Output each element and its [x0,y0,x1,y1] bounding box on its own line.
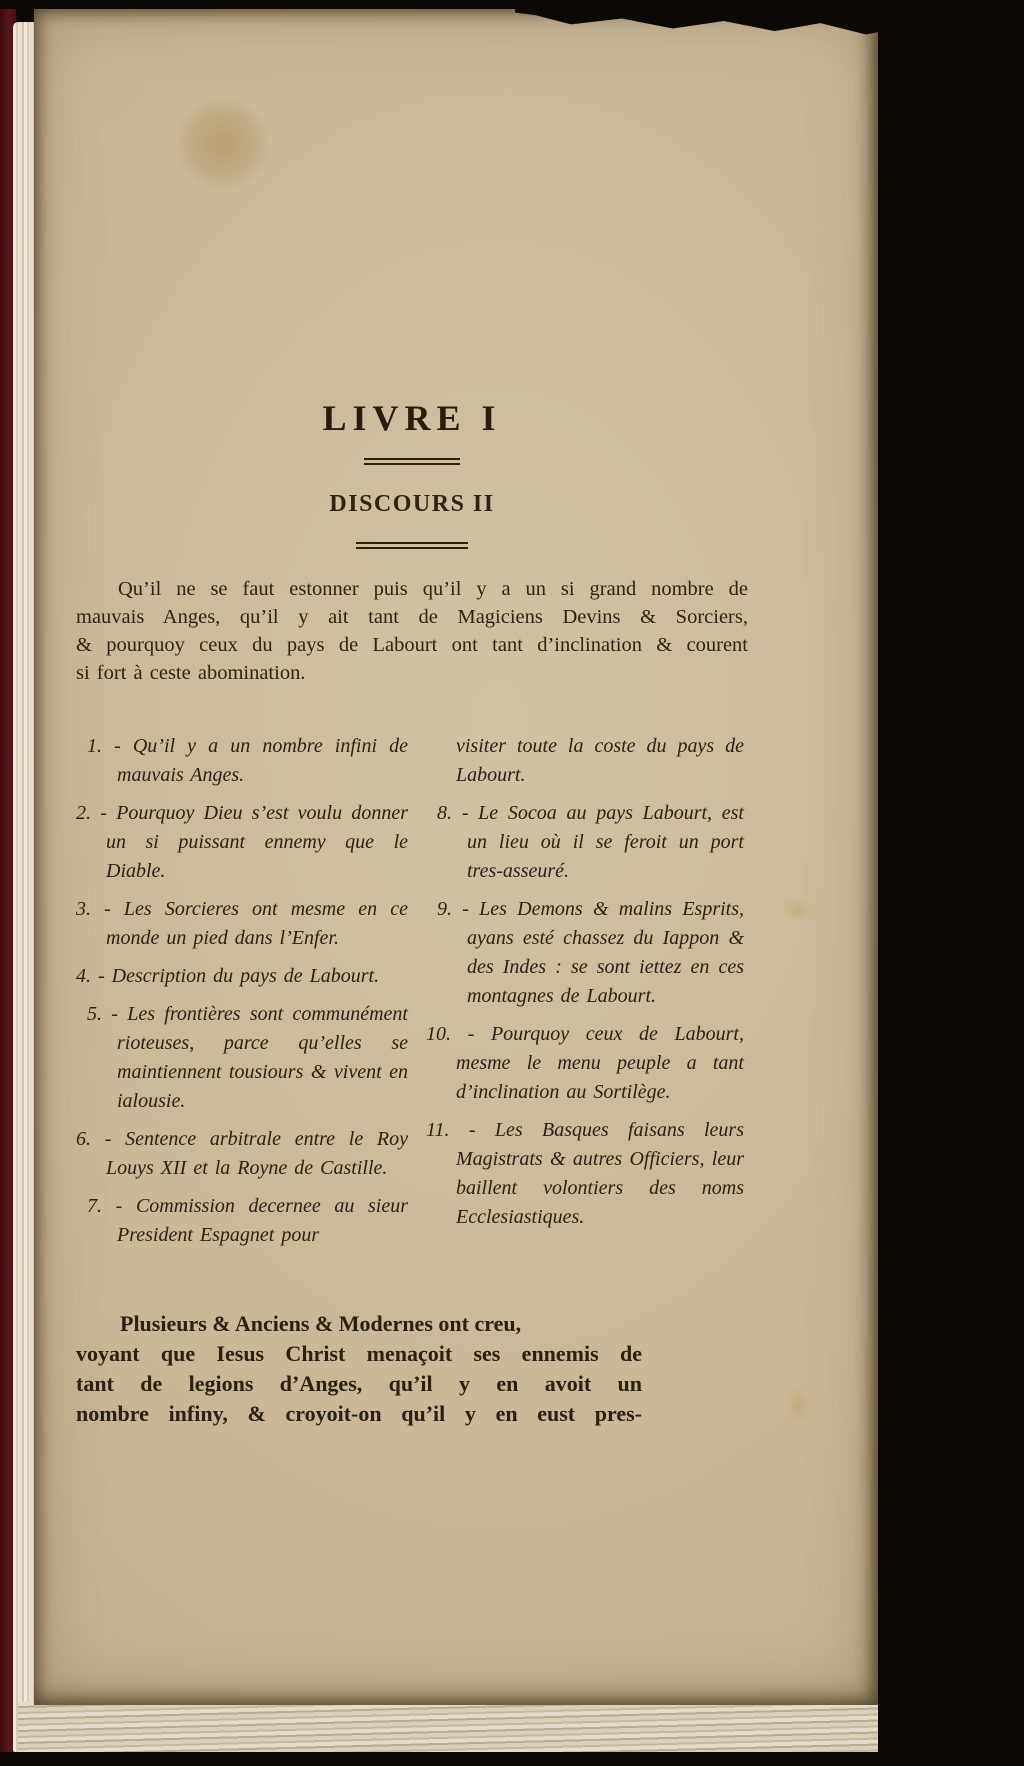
toc-item [87,1192,408,1250]
paper-stain [778,894,818,926]
toc-item-number: 4. - [76,965,112,987]
toc-item-text: Les Sorcieres ont mesme en ce monde un pied dans l’Enfer. [106,898,408,949]
table-of-contents [76,732,748,1259]
page-edges-bottom [18,1702,878,1754]
toc-item-text: Pourquoy Dieu s’est voulu donner un si puissant ennemy que le Diable. [106,802,408,882]
body-paragraph [76,1309,642,1429]
toc-item [87,1000,408,1116]
toc-item-text: Pourquoy ceux de Labourt, mesme le menu peuple a tant d’inclination au Sortilège. [456,1023,744,1103]
text-line: nombre infiny, & croyoit-on qu’il y en eust pres- [76,1401,642,1426]
toc-item [76,1125,408,1183]
toc-item-text: Description du pays de Labourt. [111,965,380,987]
toc-item-number: 8. - [437,802,479,824]
text-block [76,8,748,1429]
book-title: LIVRE I [322,398,502,438]
text-line: si fort à ceste abomination. [76,662,306,684]
toc-item [437,895,744,1011]
text-line: tant de legions d’Anges, qu’il y en avoit un [76,1371,642,1396]
text-line: & pourquoy ceux du pays de Labourt ont tant d’inclination & courent [76,634,748,656]
text-line: Plusieurs & Anciens & Modernes ont creu, [120,1311,522,1336]
book-page [34,8,878,1705]
toc-item [426,732,744,790]
toc-item-text: Les Demons & malins Esprits, ayans esté chassez du Iappon & des Indes : se sont iettez en ces montagnes de Labourt. [467,898,744,1007]
section-title: DISCOURS II [329,491,495,517]
toc-item-number: 5. - [87,1003,128,1025]
toc-item-number: 6. - [76,1128,126,1150]
toc-item-text: Les Basques faisans leurs Magistrats & autres Officiers, leur baillent volontiers des noms Ecclesiastiques. [456,1119,744,1228]
toc-item [76,799,408,886]
toc-item-text: Commission decernee au sieur President Espagnet pour [117,1195,408,1246]
toc-item [76,962,408,991]
toc-item-number: 10. - [426,1023,491,1045]
toc-right-column [426,732,744,1259]
section-double-rule [356,542,468,549]
text-line: mauvais Anges, qu’il y ait tant de Magiciens Devins & Sorciers, [76,606,748,628]
toc-item-text: visiter toute la coste du pays de Labourt. [456,735,744,786]
intro-paragraph [76,575,748,687]
scan-border-right [878,0,1024,1766]
toc-item [426,1116,744,1232]
toc-item-number: 3. - [76,898,124,920]
toc-item-number: 9. - [437,898,480,920]
text-line: voyant que Iesus Christ menaçoit ses ennemis de [76,1341,642,1366]
toc-item [426,1020,744,1107]
text-line: Qu’il ne se faut estonner puis qu’il y a un si grand nombre de [118,578,748,600]
toc-item-text: Les frontières sont communément rioteuses, parce qu’elles se maintiennent tousiours & vivent en ialousie. [117,1003,408,1112]
toc-left-column [76,732,408,1259]
toc-item-number: 2. - [76,802,117,824]
scan-border-bottom [0,1752,1024,1766]
toc-item-number: 7. - [87,1195,136,1217]
toc-item [87,732,408,790]
toc-item [437,799,744,886]
toc-item-text: Qu’il y a un nombre infini de mauvais Anges. [117,735,408,786]
toc-item-number: 11. - [426,1119,495,1141]
toc-item-text: Le Socoa au pays Labourt, est un lieu où il se feroit un port tres-asseuré. [467,802,744,882]
toc-item [76,895,408,953]
title-double-rule [364,458,460,465]
paper-stain [782,1382,814,1432]
toc-item-number: 1. - [87,735,133,757]
toc-item-text: Sentence arbitrale entre le Roy Louys XII et la Royne de Castille. [106,1128,408,1179]
